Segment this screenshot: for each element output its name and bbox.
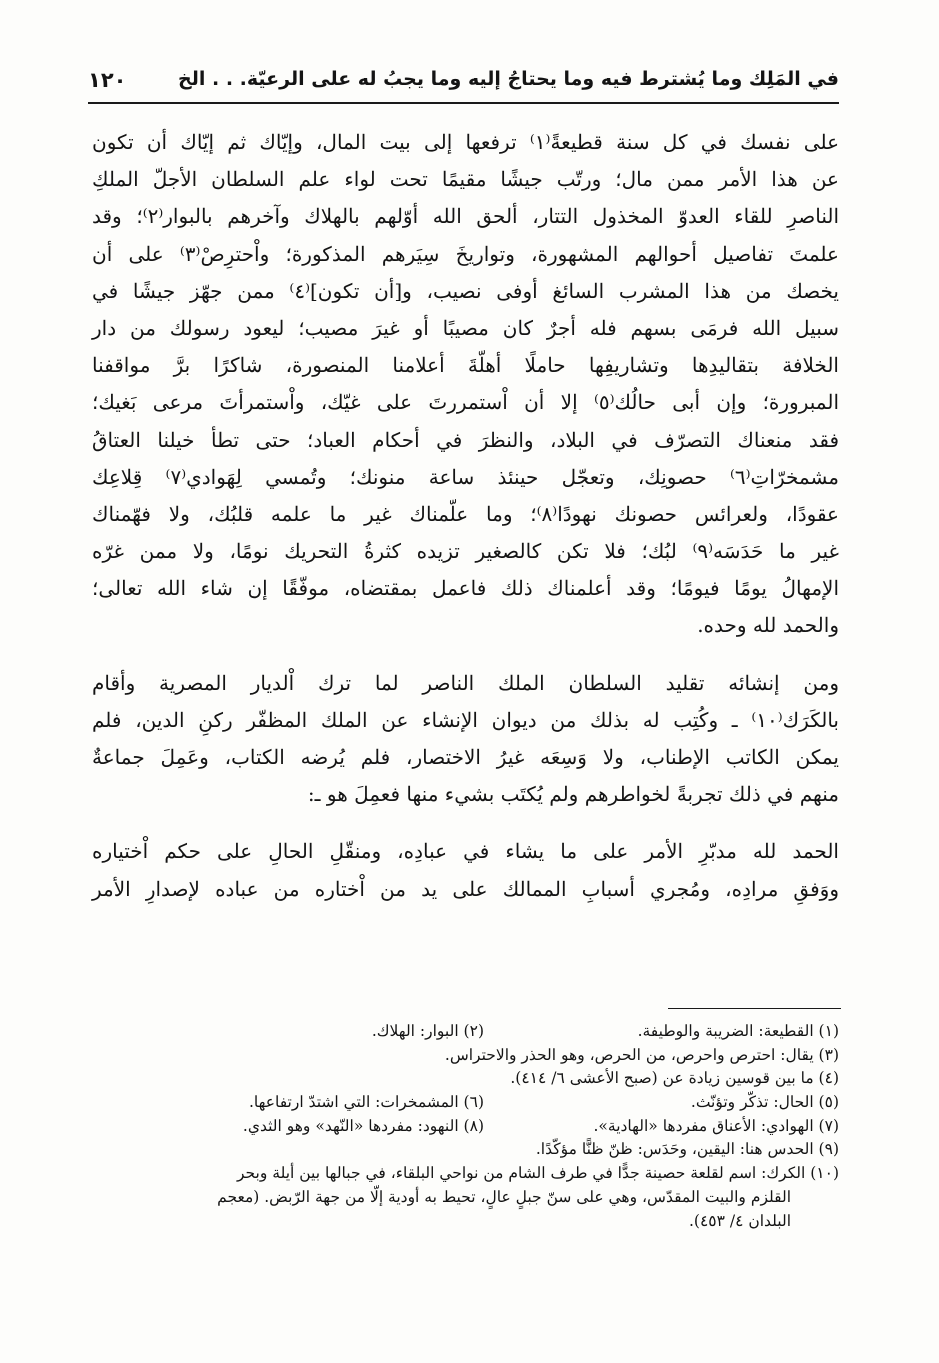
text-line: سبيل الله فرمَى بسهم فله أجرٌ كان مصيبًا أو غيرَ مصيب؛ ليعود رسولك من دار (92, 315, 839, 340)
paragraph-1 (92, 124, 839, 645)
page-header (88, 58, 839, 104)
text-line: ومن إنشائه تقليد السلطان الملك الناصر لما ترك اْلديار المصرية وأقام (92, 670, 840, 695)
paragraph-gap (92, 645, 839, 665)
text-line: مشمخرّاتِ⁽٦⁾ حصونِك، وتعجّل حينئذ ساعة منونك؛ وتُمسي لِهَوادي⁽٧⁾ قِلاعِك (92, 464, 839, 489)
text-line: يمكن الكاتب الإطناب، ولا وَسِعَه غيرُ الاختصار، فلم يُرضه الكتاب، وعَمِلَ جماعةٌ (92, 745, 839, 769)
text-line: والحمد لله وحده. (697, 613, 839, 638)
text-line: عن هذا الأمر ممن مال؛ ورتّب جيشًا مقيمًا تحت لواء علم السلطان الأجلّ الملكِ (92, 167, 839, 192)
main-text (92, 124, 839, 908)
footnote-separator (668, 1008, 841, 1009)
footnote-row (100, 1020, 839, 1044)
text-line: ووَفقِ مرادِه، ومُجري أسبابِ الممالك على يد من اْختاره من عباده لإصدارِ الأمر (92, 876, 839, 901)
footnote-row (100, 1044, 839, 1068)
footnote-5: (٥) الحال: تذكّر وتؤنّث. (690, 1093, 839, 1112)
footnote-6: (٦) المشمخرات: التي اشتدّ ارتفاعها. (248, 1093, 484, 1112)
footnote-3: (٣) يقال: احترص واحرص، من الحرص، وهو الحذر والاحتراس. (444, 1045, 839, 1064)
footnote-row (100, 1162, 839, 1186)
footnote-1: (١) القطيعة: الضريبة والوطيفة. (637, 1022, 839, 1040)
footnote-10: (١٠) الكرك: اسم لقلعة حصينة جدًّا في طرف الشام من نواحي البلقاء، في جبالها بين أيلة وبحر (236, 1164, 839, 1183)
text-line: علمتَ تفاصيل أحوالهم المشهورة، وتواريخَ سِيَرهم المذكورة؛ واْحترِصْ⁽٣⁾ على أن (92, 241, 839, 266)
text-line: فقد منعناك التصرّف في البلاد، والنظرَ في أحكام العباد؛ حتى تطأ خيلنا العتاقُ (92, 427, 839, 452)
footnote-row (100, 1138, 839, 1162)
running-head: في المَلِك وما يُشترط فيه وما يحتاجُ إليه وما يجبُ له على الرعيّة. . . الخ (178, 68, 839, 90)
footnote-row (100, 1115, 839, 1139)
footnote-row (100, 1210, 839, 1234)
paragraph-gap (92, 813, 839, 833)
footnote-row (100, 1067, 839, 1091)
footnote-10-continued: القلزم والبيت المقدّس، وهي على سنّ جبلٍ عالٍ، تحيط به أودية إلّا من جهة الرّبض. (معجم (217, 1187, 791, 1206)
footnote-9: (٩) الحدس هنا: اليقين، وحَدَس: ظنّ ظنًّا مؤكّدًا. (535, 1140, 839, 1159)
text-line: المبرورة؛ وإن أبى حالُك⁽٥⁾ إلا أن اْستمررتَ على غيّك، واْستمرأتَ مرعى بَغيك؛ (92, 390, 840, 415)
text-line: غير ما حَدَسَه⁽٩⁾ لبُك؛ فلا تكن كالصغير تزيده كثرةُ التحريك نومًا، ولا ممن غرّه (92, 539, 839, 564)
text-line: الإمهالُ يومًا فيومًا؛ وقد أعلمناك ذلك فاعمل بمقتضاه، موفّقًا إن شاء الله تعالى؛ (92, 576, 839, 601)
footnote-8: (٨) النهود: مفردها «النّهد» وهو الثدي. (242, 1116, 484, 1135)
footnote-row (100, 1186, 839, 1210)
footnote-row (100, 1091, 839, 1115)
paragraph-3 (92, 833, 839, 907)
text-line: الناصرِ للقاء العدوّ المخذول التتار، ألحق الله أوّلهم بالهلاك وآخرهم بالبوار⁽٢⁾؛ وقد (92, 204, 840, 229)
text-line: عقودًا، ولعرائس حصونك نهودًا⁽٨⁾؛ وما علّمناك غير ما علمه قلبُك، ولا فهّمناك (92, 501, 839, 526)
paragraph-2 (92, 665, 839, 814)
text-line: بالكَرَك⁽١٠⁾ ـ وكُتِب له بذلك من ديوان الإنشاء عن الملك المظفّر ركنِ الدين، فلم (92, 707, 839, 732)
footnotes (100, 1020, 839, 1233)
page-number: ١٢٠ (88, 68, 127, 92)
text-line: الحمد لله مدبّرِ الأمر على ما يشاء في عبادِه، ومنقّلِ الحالِ على حكم اْختياره (92, 839, 839, 864)
footnote-10-continued: البلدان ٤/ ٤٥٣). (688, 1211, 791, 1230)
footnote-2: (٢) البوار: الهلاك. (371, 1022, 484, 1040)
footnote-4: (٤) ما بين قوسين زيادة عن (صبح الأعشى ٦/ ٤١٤). (510, 1069, 839, 1088)
footnote-7: (٧) الهوادي: الأعناق مفردها «الهادية». (593, 1116, 839, 1135)
text-line: يخصك من هذا المشرب السائغ أوفى نصيب، و[أن تكون]⁽٤⁾ ممن جهّز جيشًا في (92, 278, 839, 303)
text-line: منهم في ذلك تجربةً لخواطرهم ولم يُكتَب بشيء منها فعمِلَ هو ـ: (307, 782, 839, 807)
text-line: على نفسك في كل سنة قطيعةً⁽١⁾ ترفعها إلى بيت المال، وإيّاك ثم إيّاك أن تكون (92, 130, 840, 154)
text-line: الخلافة بتقاليدِها وتشاريفِها حاملًا أهلّةَ أعلامنا المنصورة، شاكرًا برَّ مواقفنا (92, 353, 839, 378)
